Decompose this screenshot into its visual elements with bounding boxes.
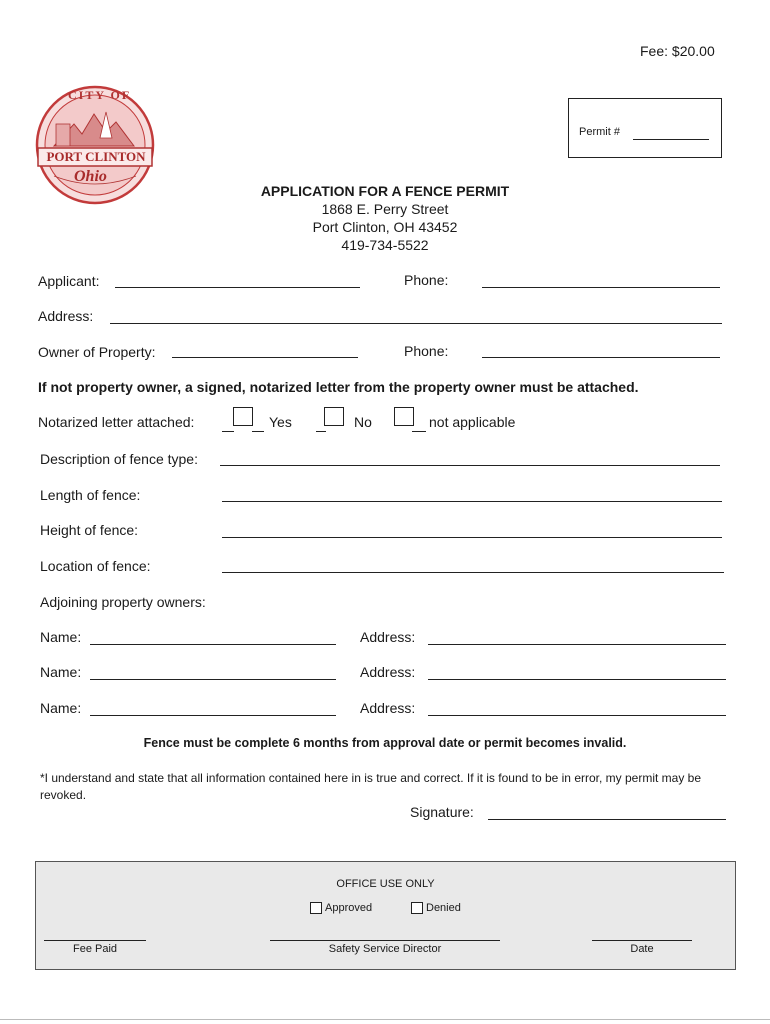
seal-script-text: Ohio: [74, 168, 107, 185]
adjoining-address-label-2: Address:: [360, 664, 416, 680]
adjoining-address-field-2[interactable]: [428, 679, 726, 680]
adjoining-name-field-3[interactable]: [90, 715, 336, 716]
applicant-label: Applicant:: [38, 273, 100, 289]
signature-label: Signature:: [410, 804, 474, 820]
applicant-phone-field[interactable]: [482, 287, 720, 288]
no-underline: [316, 431, 326, 432]
truth-statement: *I understand and state that all information contained here in is true and correct. If it is found to be in error, my permit may be revoked.: [40, 771, 702, 802]
fence-length-field[interactable]: [222, 501, 722, 502]
adjoining-owners-label: Adjoining property owners:: [40, 594, 206, 610]
adjoining-name-label-2: Name:: [40, 664, 82, 680]
denied-label: Denied: [426, 902, 461, 914]
seal-top-text: CITY OF: [68, 88, 132, 102]
not-applicable-checkbox[interactable]: [394, 407, 414, 426]
director-signature-field[interactable]: [270, 940, 500, 941]
fence-location-label: Location of fence:: [40, 558, 151, 574]
permit-number-field[interactable]: [633, 139, 709, 140]
no-label: No: [354, 414, 372, 430]
owner-phone-field[interactable]: [482, 357, 720, 358]
office-street: 1868 E. Perry Street: [321, 201, 449, 217]
address-label: Address:: [38, 308, 94, 324]
denied-checkbox[interactable]: [411, 902, 423, 914]
adjoining-address-field-1[interactable]: [428, 644, 726, 645]
owner-phone-label: Phone:: [404, 343, 449, 359]
permit-number-box: [568, 98, 722, 158]
office-use-panel: [35, 861, 736, 970]
adjoining-address-field-3[interactable]: [428, 715, 726, 716]
yes-checkbox[interactable]: [233, 407, 253, 426]
yes-label: Yes: [269, 414, 292, 430]
address-field[interactable]: [110, 323, 722, 324]
director-label: Safety Service Director: [328, 943, 442, 955]
permit-number-label: Permit #: [579, 126, 620, 138]
fee-paid-field[interactable]: [44, 940, 146, 941]
approved-label: Approved: [325, 902, 373, 914]
notarized-label: Notarized letter attached:: [38, 414, 195, 430]
adjoining-address-label-1: Address:: [360, 629, 416, 645]
office-phone: 419-734-5522: [341, 237, 429, 253]
fence-location-field[interactable]: [222, 572, 724, 573]
fence-type-label: Description of fence type:: [40, 451, 198, 467]
seal-banner-text: PORT CLINTON: [46, 149, 146, 164]
owner-label: Owner of Property:: [38, 344, 156, 360]
owner-field[interactable]: [172, 357, 358, 358]
na-underline: [412, 431, 426, 432]
fence-type-field[interactable]: [220, 465, 720, 466]
form-title: APPLICATION FOR A FENCE PERMIT: [260, 183, 510, 199]
applicant-phone-label: Phone:: [404, 272, 449, 288]
adjoining-name-field-1[interactable]: [90, 644, 336, 645]
office-city: Port Clinton, OH 43452: [312, 219, 458, 235]
yes-underline: [222, 431, 234, 432]
yes-underline-right: [252, 431, 264, 432]
adjoining-name-field-2[interactable]: [90, 679, 336, 680]
signature-field[interactable]: [488, 819, 726, 820]
fence-length-label: Length of fence:: [40, 487, 141, 503]
fee-paid-label: Fee Paid: [72, 943, 118, 955]
office-date-label: Date: [630, 943, 654, 955]
applicant-field[interactable]: [115, 287, 360, 288]
no-checkbox[interactable]: [324, 407, 344, 426]
adjoining-name-label-1: Name:: [40, 629, 82, 645]
completion-notice: Fence must be complete 6 months from approval date or permit becomes invalid.: [143, 736, 627, 750]
approved-checkbox[interactable]: [310, 902, 322, 914]
page-edge: [0, 1019, 770, 1020]
owner-letter-notice: If not property owner, a signed, notarized letter from the property owner must be attached.: [38, 379, 639, 395]
not-applicable-label: not applicable: [429, 414, 516, 430]
fee-label: Fee: $20.00: [640, 43, 715, 59]
adjoining-name-label-3: Name:: [40, 700, 82, 716]
adjoining-address-label-3: Address:: [360, 700, 416, 716]
fence-height-label: Height of fence:: [40, 522, 139, 538]
fence-height-field[interactable]: [222, 537, 722, 538]
office-date-field[interactable]: [592, 940, 692, 941]
office-use-title: OFFICE USE ONLY: [336, 878, 435, 890]
